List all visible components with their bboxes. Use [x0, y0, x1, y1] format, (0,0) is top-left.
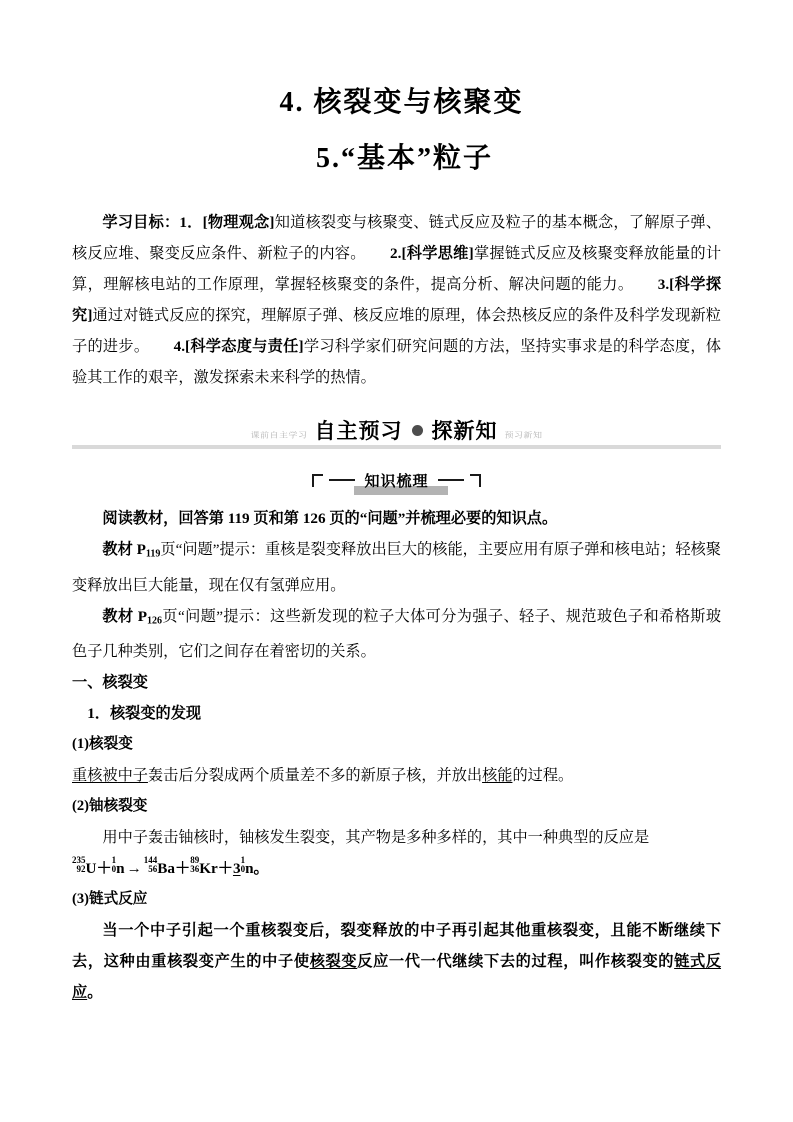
knowledge-review-header [72, 467, 721, 493]
intro-paragraph: 阅读教材，回答第 119 页和第 126 页的“问题”并梳理必要的知识点。 [102, 510, 558, 528]
page-title-main: 4. 核裂变与核聚变 [279, 87, 524, 118]
hint-126-prefix: 教材 P [102, 607, 147, 625]
definition-fission [72, 760, 721, 791]
uranium-fission-paragraph: 用中子轰击铀核时，铀核发生裂变，其产物是多种多样的，其中一种典型的反应是 [102, 829, 650, 847]
equation-plus-1: ＋ [96, 860, 112, 878]
chain-underline-2: 链式反应 [72, 953, 722, 1002]
objective-2-text: 掌握链式反应及核聚变释放能量的计算，理解核电站的工作原理，掌握轻核聚变的条件，提高分析、解决问题的能力。 [72, 245, 722, 294]
definition-underline-2: 中子 [117, 767, 148, 785]
objective-1-tag: [物理观念] [202, 214, 275, 232]
nuclide-barium [144, 853, 175, 884]
kb-corner-left-icon [312, 474, 323, 487]
kb-corner-right-icon [470, 474, 481, 487]
chain-text-2: 反应一代一代继续下去的过程，叫作核裂变的 [357, 953, 675, 971]
definition-text-2: 的过程。 [512, 767, 574, 785]
chain-text-3: 。 [87, 984, 103, 1002]
nuclide-neutron-2-symbol: n [245, 860, 254, 878]
section-banner [72, 415, 721, 449]
nuclide-krypton-numbers: 89 36 [190, 855, 200, 875]
fission-equation [72, 853, 721, 884]
nuclide-neutron-1-numbers: 1 0 [111, 855, 117, 875]
knowledge-review-label: 知识梳理 [361, 470, 431, 491]
banner-label-left: 自主预习 [314, 420, 403, 444]
title-block [72, 0, 721, 175]
banner-bullet-icon [412, 425, 423, 436]
objective-3-tag: [科学探究] [72, 276, 722, 325]
equation-period: 。 [253, 860, 269, 878]
nuclide-barium-symbol: Ba [157, 860, 176, 878]
objective-4-num: 4. [173, 338, 185, 356]
chain-text-1: 当一个中子引起一个重核裂变后，裂变释放的中子再引起其他重核裂变，且能不断继续下去，这种由重核裂变产生的中子使 [72, 922, 721, 971]
item-heading-3: (3)链式反应 [72, 891, 148, 908]
equation-arrow-icon: → [126, 860, 142, 878]
chain-reaction-paragraph [72, 915, 721, 1008]
nuclide-krypton-symbol: Kr [199, 860, 218, 878]
section-banner-row [72, 415, 721, 444]
nuclide-uranium-numbers: 235 92 [72, 855, 86, 875]
nuclide-krypton [190, 853, 218, 884]
chain-underline-1: 核裂变 [309, 953, 358, 971]
hint-126-text: 页“问题”提示：这些新发现的粒子大体可分为强子、轻子、规范玻色子和希格斯玻色子几种类别，它们之间存在着密切的关系。 [72, 607, 722, 661]
nuclide-uranium [72, 853, 96, 884]
hint-126-page: 126 [146, 615, 163, 627]
definition-underline-1: 重核被 [72, 767, 118, 785]
equation-neutron-product [232, 855, 254, 878]
hint-119-text: 页“问题”提示：重核是裂变释放出巨大的核能，主要应用有原子弹和核电站；轻核聚变释放出巨大能量，现在仅有氢弹应用。 [72, 541, 721, 594]
banner-faint-right: 预习新知 [504, 430, 543, 440]
equation-plus-2: ＋ [175, 860, 191, 878]
hint-119-paragraph [72, 534, 721, 601]
objective-4-text: 学习科学家们研究问题的方法，坚持实事求是的科学态度，体验其工作的艰辛，激发探索未来科学的热情。 [72, 338, 722, 387]
subsection-heading-1: 1．核裂变的发现 [87, 705, 202, 723]
page-title-sub: 5.“基本”粒子 [315, 142, 493, 174]
body-content [72, 503, 721, 1008]
equation-plus-3: ＋ [217, 860, 233, 878]
objective-2-num: 2. [390, 245, 402, 263]
nuclide-neutron-2-numbers: 1 0 [240, 855, 246, 875]
nuclide-neutron-1 [112, 853, 125, 884]
section-heading-1: 一、核裂变 [72, 674, 148, 692]
nuclide-neutron-2 [241, 853, 254, 884]
nuclide-uranium-symbol: U [85, 860, 97, 878]
hint-119-page: 119 [145, 548, 161, 560]
kb-dash-left-icon [329, 479, 355, 481]
hint-119-prefix: 教材 P [102, 541, 146, 559]
definition-text-1: 轰击后分裂成两个质量差不多的新原子核，并放出 [147, 767, 483, 785]
learning-objectives [72, 207, 721, 393]
equation-neutron-coefficient: 3 [232, 860, 241, 878]
item-heading-1: (1)核裂变 [72, 736, 133, 753]
objective-1-text: 知道核裂变与核聚变、链式反应及粒子的基本概念，了解原子弹、核反应堆、聚变反应条件、新粒子的内容。 [72, 214, 722, 263]
banner-faint-left: 课前自主学习 [250, 430, 308, 440]
banner-label-right: 探新知 [431, 420, 498, 444]
objective-4-tag: [科学态度与责任] [185, 338, 304, 356]
objective-3-text: 通过对链式反应的探究，理解原子弹、核反应堆的原理，体会热核反应的条件及科学发现新粒子的进步。 [72, 307, 721, 356]
nuclide-barium-numbers: 144 56 [143, 855, 158, 875]
banner-divider [72, 445, 721, 449]
item-heading-2: (2)铀核裂变 [72, 798, 148, 815]
objective-1-num: 1． [179, 214, 203, 232]
nuclide-neutron-1-symbol: n [116, 860, 125, 878]
definition-underline-3: 核能 [482, 767, 513, 785]
hint-126-paragraph [72, 601, 721, 668]
kb-dash-right-icon [438, 479, 464, 481]
objective-3-num: 3. [657, 276, 670, 294]
objectives-label: 学习目标： [102, 214, 180, 232]
objective-2-tag: [科学思维] [401, 245, 474, 263]
